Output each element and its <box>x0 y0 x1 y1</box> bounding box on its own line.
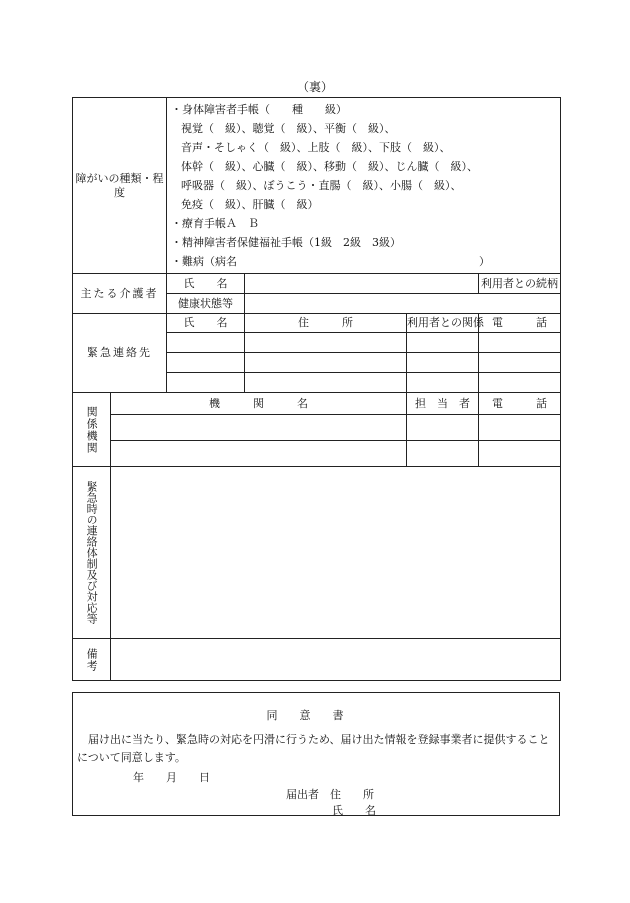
emergency-address-cell[interactable] <box>245 353 407 373</box>
consent-signer-address[interactable]: 届出者 住 所 <box>286 788 374 801</box>
emergency-phone-cell[interactable] <box>479 353 561 373</box>
emergency-address-cell[interactable] <box>245 333 407 353</box>
emergency-name-cell[interactable] <box>167 333 245 353</box>
emergency-header-address: 住 所 <box>245 314 407 333</box>
disability-line: ・精神障害者保健福祉手帳（1級 2級 3級） <box>171 236 401 249</box>
agency-header-name: 機 関 名 <box>111 393 407 415</box>
emergency-header-relation: 利用者との関係 <box>407 314 479 333</box>
disability-line: 呼吸器（ 級）、ぼうこう・直腸（ 級）、小腸（ 級）、 <box>181 179 462 192</box>
agency-name-cell[interactable] <box>111 441 407 467</box>
disability-line: 音声・そしゃく（ 級）、上肢（ 級）、下肢（ 級）、 <box>181 141 451 154</box>
page-side-label: （裏） <box>296 80 333 94</box>
agency-name-cell[interactable] <box>111 415 407 441</box>
caregiver-health-field[interactable] <box>245 294 561 314</box>
emergency-relation-cell[interactable] <box>407 353 479 373</box>
response-label: 緊急時の連絡体制及び対応等 <box>85 481 99 624</box>
emergency-header-phone: 電 話 <box>479 314 561 333</box>
registration-form-table <box>72 97 561 681</box>
agencies-label-cell <box>73 393 111 467</box>
consent-date[interactable]: 年 月 日 <box>133 771 210 784</box>
disability-label: 障がいの種類・程度 <box>73 98 167 274</box>
response-field[interactable] <box>111 467 561 639</box>
disability-line: 免疫（ 級）、肝臓（ 級） <box>181 198 319 211</box>
response-label-cell <box>73 467 111 639</box>
consent-signer-name[interactable]: 氏 名 <box>332 804 376 817</box>
consent-body: 届け出に当たり、緊急時の対応を円滑に行うため、届け出た情報を登録事業者に提供することについて同意します。 <box>77 733 550 764</box>
disability-line: ・身体障害者手帳（ 種 級） <box>171 103 347 116</box>
disability-details <box>167 98 561 274</box>
agency-person-cell[interactable] <box>407 441 479 467</box>
consent-box <box>72 692 560 816</box>
agency-phone-cell[interactable] <box>479 415 561 441</box>
agencies-label: 関係機関 <box>85 405 99 454</box>
emergency-contact-label: 緊急連絡先 <box>73 314 167 393</box>
disability-line: 体幹（ 級）、心臓（ 級）、移動（ 級）、じん臓（ 級）、 <box>181 160 478 173</box>
emergency-relation-cell[interactable] <box>407 373 479 393</box>
disability-line: ・難病（病名 ） <box>171 255 490 268</box>
agency-person-cell[interactable] <box>407 415 479 441</box>
remarks-label: 備考 <box>85 647 99 672</box>
emergency-relation-cell[interactable] <box>407 333 479 353</box>
agency-phone-cell[interactable] <box>479 441 561 467</box>
caregiver-name-label: 氏 名 <box>167 274 245 294</box>
caregiver-name-field[interactable] <box>245 274 479 294</box>
consent-title: 同意書 <box>266 709 366 722</box>
emergency-header-name: 氏 名 <box>167 314 245 333</box>
disability-line: 視覚（ 級）、聴覚（ 級）、平衡（ 級）、 <box>181 122 396 135</box>
emergency-address-cell[interactable] <box>245 373 407 393</box>
agency-header-phone: 電 話 <box>479 393 561 415</box>
emergency-name-cell[interactable] <box>167 373 245 393</box>
caregiver-relation-label: 利用者との続柄 <box>479 274 561 294</box>
disability-line: ・療育手帳Ａ Ｂ <box>171 217 259 230</box>
caregiver-label: 主たる介護者 <box>73 274 167 314</box>
agency-header-person: 担 当 者 <box>407 393 479 415</box>
emergency-phone-cell[interactable] <box>479 333 561 353</box>
remarks-label-cell <box>73 639 111 681</box>
caregiver-health-label: 健康状態等 <box>167 294 245 314</box>
emergency-phone-cell[interactable] <box>479 373 561 393</box>
remarks-field[interactable] <box>111 639 561 681</box>
emergency-name-cell[interactable] <box>167 353 245 373</box>
